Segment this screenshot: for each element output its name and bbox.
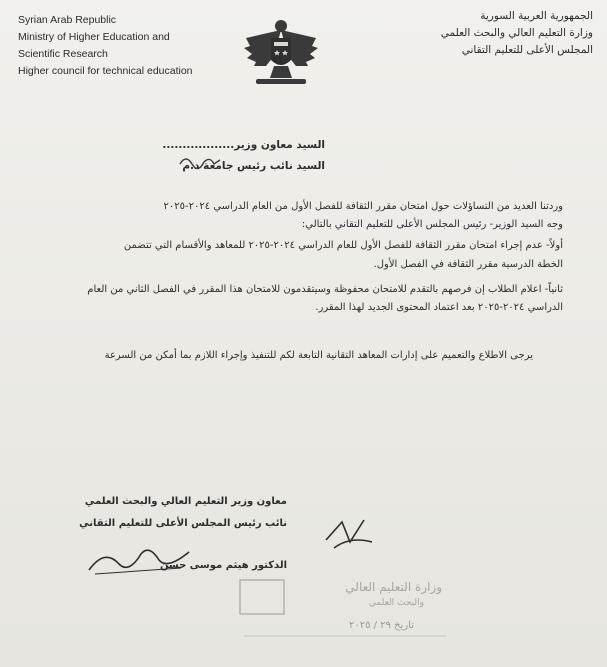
handwritten-approval-mark <box>320 512 380 554</box>
body-item-second: ثانياً- اعلام الطلاب إن فرصهم بالتقدم للامتحان محفوظة وسيتقدمون للامتحان هذا المقرر في الفصل الثاني من العام <box>87 284 563 295</box>
signatory-title-2: نائب رئيس المجلس الأعلى للتعليم التقاني <box>79 518 287 529</box>
handwritten-mark <box>178 152 222 170</box>
stamp-line-2: والبحث العلمي <box>368 598 424 608</box>
body-paragraph-2: وجه السيد الوزير- رئيس المجلس الأعلى للتعليم التقاني بالتالي: <box>301 219 563 230</box>
header-ar-country: الجمهورية العربية السورية <box>480 10 593 22</box>
header-english <box>18 12 228 80</box>
stamp-date: تاريخ ٢٩ / ٢٠٢٥ <box>348 620 414 631</box>
body-paragraph-1: وردتنا العديد من التساؤلات حول امتحان مقرر الثقافة للفصل الأول من العام الدراسي ٢٠٢٤-٢٠٢٥ <box>163 201 563 212</box>
addressee-line-2: السيد نائب رئيس جامعة د.م <box>182 160 325 172</box>
body-item-first: أولاً- عدم إجراء امتحان مقرر الثقافة للفصل الأول للعام الدراسي ٢٠٢٤-٢٠٢٥ للمعاهد والأقسام التي تتضمن <box>123 240 563 251</box>
header-ar-council: المجلس الأعلى للتعليم التقاني <box>461 44 593 56</box>
faded-official-stamp <box>236 576 454 656</box>
stamp-line-1: وزارة التعليم العالي <box>345 580 442 594</box>
body-item-first-cont: الخطة الدرسية مقرر الثقافة في الفصل الأول. <box>373 259 563 270</box>
body-item-second-cont: الدراسي ٢٠٢٤-٢٠٢٥ بعد اعتماد المحتوى الجديد لهذا المقرر. <box>315 302 563 313</box>
header-arabic <box>403 8 593 59</box>
body-closing: يرجى الاطلاع والتعميم على إدارات المعاهد التقانية التابعة لكم للتنفيذ وإجراء اللازم بما أمكن من السرعة <box>104 350 533 361</box>
header-ministry-cont: Scientific Research <box>18 48 108 60</box>
syrian-eagle-emblem-icon <box>238 16 324 90</box>
header-ministry: Ministry of Higher Education and <box>18 31 170 43</box>
header-ar-ministry: وزارة التعليم العالي والبحث العلمي <box>440 27 593 39</box>
signatory-title-1: معاون وزير التعليم العالي والبحث العلمي <box>84 496 287 507</box>
signatory-name: الدكتور هيثم موسى حسن <box>159 560 287 571</box>
header-country: Syrian Arab Republic <box>18 14 117 26</box>
addressee-line-1: السيد معاون وزير.................. <box>162 139 325 151</box>
header-council: Higher council for technical education <box>18 65 193 77</box>
